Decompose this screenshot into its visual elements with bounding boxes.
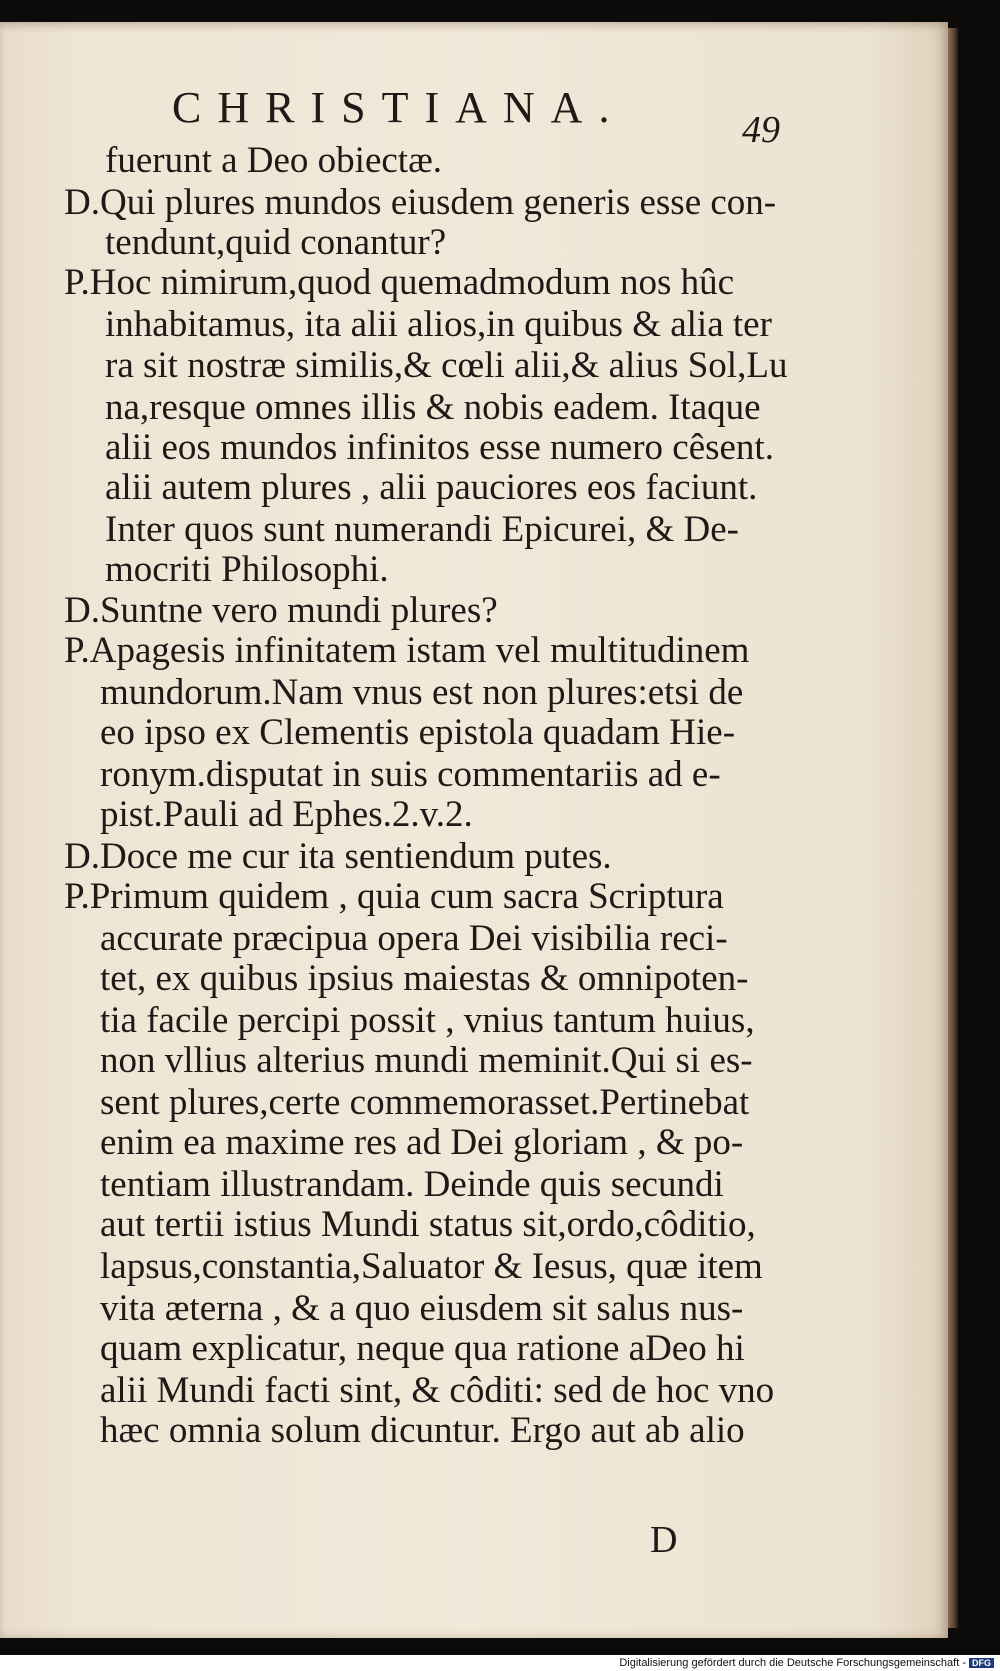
funding-notice [619,1657,994,1669]
text-line: enim ea maxime res ad Dei gloriam , & po- [100,1122,744,1163]
funding-text: Digitalisierung gefördert durch die Deutsche Forschungsgemeinschaft - [619,1657,966,1669]
text-line: fuerunt a Deo obiectæ. [105,140,442,181]
text-line: eo ipso ex Clementis epistola quadam Hie- [100,712,736,753]
text-line: tia facile percipi possit , vnius tantum huius, [100,1000,755,1041]
signature-mark: D [650,1519,678,1561]
text-line: alii autem plures , alii pauciores eos faciunt. [105,467,758,508]
text-line: P.Primum quidem , quia cum sacra Scriptura [64,876,724,917]
text-line: pist.Pauli ad Ephes.2.v.2. [100,794,473,835]
text-line: P.Hoc nimirum,quod quemadmodum nos hûc [64,262,735,303]
text-line: D.Qui plures mundos eiusdem generis esse con- [64,182,777,223]
text-line: hæc omnia solum dicuntur. Ergo aut ab alio [100,1410,745,1451]
page-edge [948,28,958,1628]
text-line: sent plures,certe commemorasset.Pertinebat [100,1082,750,1123]
page-number: 49 [742,109,780,151]
text-line: ra sit nostræ similis,& cœli alii,& alius Sol,Lu [105,345,788,386]
text-line: accurate præcipua opera Dei visibilia reci- [100,918,728,959]
text-line: tendunt,quid conantur? [105,222,447,263]
text-line: inhabitamus, ita alii alios,in quibus & alia ter [105,304,772,345]
running-head: CHRISTIANA. [172,83,626,132]
text-line: alii eos mundos infinitos esse numero cêsent. [105,427,774,468]
text-line: aut tertii istius Mundi status sit,ordo,côditio, [100,1204,756,1245]
text-line: tet, ex quibus ipsius maiestas & omnipoten- [100,958,749,999]
text-line: Inter quos sunt numerandi Epicurei, & De- [105,509,739,550]
text-line: D.Doce me cur ita sentiendum putes. [64,836,612,877]
text-line: P.Apagesis infinitatem istam vel multitudinem [64,630,750,671]
text-line: tentiam illustrandam. Deinde quis secundi [100,1164,724,1205]
text-line: na,resque omnes illis & nobis eadem. Itaque [105,387,761,428]
text-line: non vllius alterius mundi meminit.Qui si es- [100,1040,753,1081]
text-line: alii Mundi facti sint, & côditi: sed de hoc vno [100,1370,775,1411]
text-line: mundorum.Nam vnus est non plures:etsi de [100,672,744,713]
text-line: ronym.disputat in suis commentariis ad e- [100,754,721,795]
text-line: mocriti Philosophi. [105,549,389,590]
text-line: lapsus,constantia,Saluator & Iesus, quæ item [100,1246,763,1287]
text-line: quam explicatur, neque qua ratione aDeo hi [100,1328,745,1369]
dfg-logo: DFG [969,1658,994,1668]
text-line: vita æterna , & a quo eiusdem sit salus nus- [100,1288,744,1329]
text-line: D.Suntne vero mundi plures? [64,590,498,631]
